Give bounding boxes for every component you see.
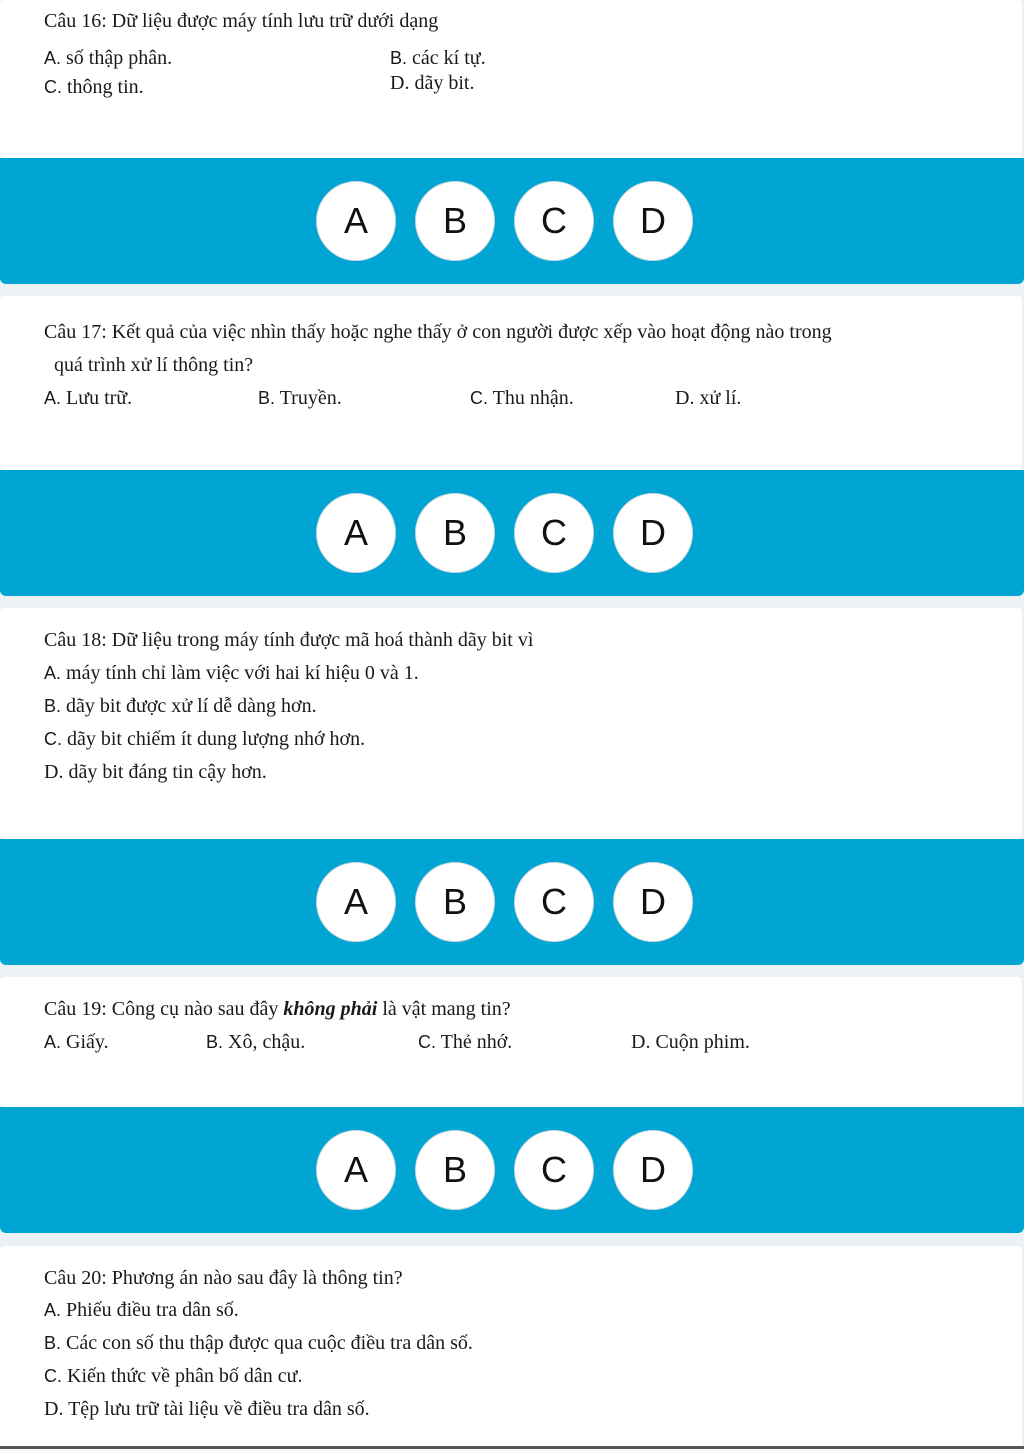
option-b: B. Truyền. [258,387,342,409]
option-d: D. Cuộn phim. [631,1031,750,1053]
answer-c-button[interactable]: C [514,862,594,942]
answer-a-button[interactable]: A [316,1130,396,1210]
answer-c-button[interactable]: C [514,181,594,261]
option-b: B. các kí tự. [390,47,486,69]
question-card-16 [0,0,1022,158]
answer-d-button[interactable]: D [613,493,693,573]
option-b: B. Xô, chậu. [206,1031,306,1053]
question-card-17 [0,296,1022,470]
answer-d-button[interactable]: D [613,1130,693,1210]
answer-c-button[interactable]: C [514,1130,594,1210]
option-a: A. số thập phân. [44,47,173,69]
option-b: B. Các con số thu thập được qua cuộc điều tra dân số. [44,1332,473,1354]
option-b: B. dãy bit được xử lí dễ dàng hơn. [44,695,317,717]
option-d: D. Tệp lưu trữ tài liệu về điều tra dân số. [44,1398,370,1420]
option-c: C. thông tin. [44,76,144,98]
answer-a-button[interactable]: A [316,493,396,573]
question-title-continued: quá trình xử lí thông tin? [54,354,254,376]
option-d: D. xử lí. [675,387,742,409]
question-title: Câu 16: Dữ liệu được máy tính lưu trữ dưới dạng [44,10,439,32]
question-card-18 [0,608,1022,839]
answer-d-button[interactable]: D [613,181,693,261]
question-card-20 [0,1246,1022,1449]
answer-d-button[interactable]: D [613,862,693,942]
option-c: C. Kiến thức về phân bố dân cư. [44,1365,303,1387]
option-a: A. Lưu trữ. [44,387,133,409]
answer-band-17 [0,470,1024,596]
option-d: D. dãy bit đáng tin cậy hơn. [44,761,267,783]
question-card-19 [0,977,1022,1107]
option-a: A. Phiếu điều tra dân số. [44,1299,239,1321]
answer-a-button[interactable]: A [316,862,396,942]
question-title: Câu 17: Kết quả của việc nhìn thấy hoặc nghe thấy ở con người được xếp vào hoạt động nào trong [44,321,832,343]
answer-b-button[interactable]: B [415,1130,495,1210]
option-a: A. Giấy. [44,1031,109,1053]
option-c: C. Thu nhận. [470,387,574,409]
answer-b-button[interactable]: B [415,181,495,261]
option-c: C. dãy bit chiếm ít dung lượng nhớ hơn. [44,728,366,750]
answer-band-16 [0,158,1024,284]
question-title: Câu 19: Công cụ nào sau đây không phải là vật mang tin? [44,998,511,1020]
question-title: Câu 20: Phương án nào sau đây là thông tin? [44,1267,403,1289]
option-d: D. dãy bit. [390,72,475,94]
answer-b-button[interactable]: B [415,493,495,573]
answer-band-19 [0,1107,1024,1233]
answer-band-18 [0,839,1024,965]
answer-c-button[interactable]: C [514,493,594,573]
emphasis-text: không phải [283,998,378,1020]
answer-b-button[interactable]: B [415,862,495,942]
option-c: C. Thẻ nhớ. [418,1031,513,1053]
question-title: Câu 18: Dữ liệu trong máy tính được mã hoá thành dãy bit vì [44,629,534,651]
answer-a-button[interactable]: A [316,181,396,261]
option-a: A. máy tính chỉ làm việc với hai kí hiệu 0 và 1. [44,662,419,684]
